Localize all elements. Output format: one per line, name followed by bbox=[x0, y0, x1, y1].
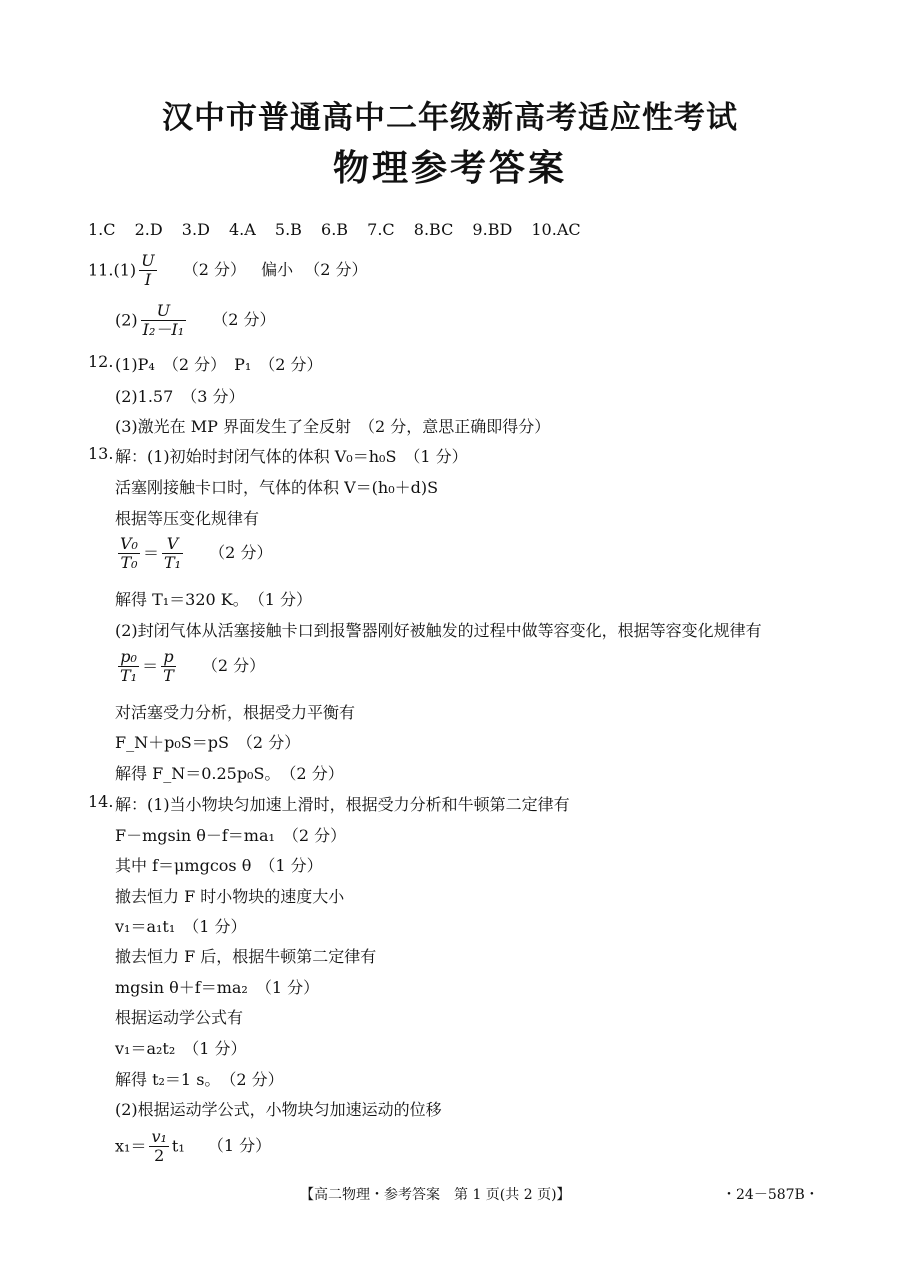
mc-answers bbox=[88, 220, 595, 239]
page-footer: 【高二物理・参考答案 第 1 页(共 2 页)】 bbox=[300, 1187, 571, 1203]
equation-rhs: t₁ bbox=[171, 1136, 185, 1156]
numerator: U bbox=[141, 251, 155, 270]
q13-line: 解：(1)初始时封闭气体的体积 V₀＝h₀S （1 分） bbox=[115, 447, 468, 466]
q14-line: 撤去恒力 F 后，根据牛顿第二定律有 bbox=[115, 947, 377, 966]
mc-answer: 8.BC bbox=[413, 220, 454, 239]
q13-line: 活塞刚接触卡口时，气体的体积 V＝(h₀＋d)S bbox=[115, 478, 439, 497]
mc-answer: 4.A bbox=[228, 220, 256, 239]
part-label: (1) bbox=[113, 260, 137, 280]
denominator: 2 bbox=[154, 1146, 165, 1166]
q14-line: 解得 t₂＝1 s。 （2 分） bbox=[115, 1070, 284, 1089]
q14-line: F－mgsin θ－f＝ma₁ （2 分） bbox=[115, 826, 347, 845]
q13-equation: $\frac{\text{V₀}}{\text{T₀}}$ ＝ $\frac{V}{\text{T₁}}$ （2 分） bbox=[120, 534, 273, 573]
question-number: 11. bbox=[88, 260, 114, 280]
q14-line: (2)根据运动学公式，小物块匀加速运动的位移 bbox=[115, 1100, 442, 1119]
q12-number: 12. bbox=[88, 352, 114, 371]
q14-line: 其中 f＝μmgcos θ （1 分） bbox=[115, 856, 323, 875]
numerator: p₀ bbox=[118, 648, 139, 667]
mc-answer: 5.B bbox=[274, 220, 302, 239]
points: （1 分） bbox=[207, 1136, 272, 1156]
fraction bbox=[118, 648, 139, 686]
q12-line: (2)1.57 （3 分） bbox=[115, 387, 245, 406]
points: （2 分） bbox=[209, 543, 273, 563]
fraction bbox=[161, 648, 176, 686]
denominator: T₁ bbox=[120, 666, 138, 686]
q11-part1 bbox=[88, 252, 367, 290]
q13-line: F_N＋p₀S＝pS （2 分） bbox=[115, 733, 301, 752]
fraction bbox=[141, 302, 186, 340]
q14-line: 解：(1)当小物块匀加速上滑时，根据受力分析和牛顿第二定律有 bbox=[115, 795, 570, 814]
q14-line: v₁＝a₁t₁ （1 分） bbox=[115, 917, 247, 936]
q13-line: (2)封闭气体从活塞接触卡口到报警器刚好被触发的过程中做等容变化，根据等容变化规律有 bbox=[115, 621, 762, 640]
equation-lhs: x₁＝ bbox=[115, 1136, 147, 1156]
mc-answer: 2.D bbox=[134, 220, 163, 239]
mc-answer: 3.D bbox=[181, 220, 210, 239]
q12-line: (3)激光在 MP 界面发生了全反射 （2 分，意思正确即得分） bbox=[115, 417, 551, 436]
q14-equation bbox=[115, 1128, 271, 1166]
q14-line: 根据运动学公式有 bbox=[115, 1008, 244, 1027]
points: （2 分） bbox=[201, 656, 266, 676]
mc-answer: 1.C bbox=[88, 220, 116, 239]
numerator: p bbox=[161, 648, 176, 667]
q13-line: 对活塞受力分析，根据受力平衡有 bbox=[115, 703, 356, 722]
denominator: I₂－I₁ bbox=[142, 320, 185, 340]
fraction bbox=[139, 252, 156, 290]
fraction bbox=[162, 535, 183, 573]
q14-line: 撤去恒力 F 时小物块的速度大小 bbox=[115, 887, 345, 906]
q13-line: 解得 T₁＝320 K。 （1 分） bbox=[115, 590, 313, 609]
q14-number: 14. bbox=[88, 792, 114, 811]
points: （2 分） bbox=[304, 260, 368, 280]
fraction bbox=[149, 1128, 168, 1166]
q11-part2 bbox=[115, 302, 276, 340]
part-label: (2) bbox=[115, 310, 138, 330]
answer-text: 偏小 bbox=[261, 260, 294, 280]
mc-answer: 6.B bbox=[321, 220, 349, 239]
answer-key-title: 物理参考答案 bbox=[332, 148, 567, 189]
q13-number: 13. bbox=[88, 444, 114, 463]
points: （2 分） bbox=[182, 260, 246, 280]
doc-code: ・24－587B・ bbox=[722, 1187, 819, 1203]
denominator: I bbox=[144, 270, 152, 290]
numerator: v₁ bbox=[151, 1127, 167, 1146]
mc-answer: 9.BD bbox=[472, 220, 513, 239]
q14-line: v₁＝a₂t₂ （1 分） bbox=[115, 1039, 247, 1058]
q13-equation: $\frac{\text{p₀}}{\text{T₁}}$ ＝ $\frac{p}{T}$ （2 分） bbox=[120, 647, 266, 686]
numerator: V₀ bbox=[120, 534, 138, 553]
q14-line: mgsin θ＋f＝ma₂ （1 分） bbox=[115, 978, 320, 997]
exam-title: 汉中市普通高中二年级新高考适应性考试 bbox=[162, 100, 738, 136]
numerator: U bbox=[141, 302, 186, 321]
denominator: T bbox=[163, 666, 174, 686]
q13-line: 根据等压变化规律有 bbox=[115, 509, 260, 528]
mc-answer: 7.C bbox=[367, 220, 395, 239]
denominator: T₀ bbox=[120, 553, 138, 573]
q12-line: (1)P₄ （2 分） P₁ （2 分） bbox=[115, 355, 323, 374]
fraction bbox=[118, 535, 140, 573]
points: （2 分） bbox=[212, 310, 276, 330]
mc-answer: 10.AC bbox=[531, 220, 581, 239]
numerator: V bbox=[162, 535, 183, 554]
denominator: T₁ bbox=[163, 553, 182, 573]
q13-line: 解得 F_N＝0.25p₀S。 （2 分） bbox=[115, 764, 344, 783]
